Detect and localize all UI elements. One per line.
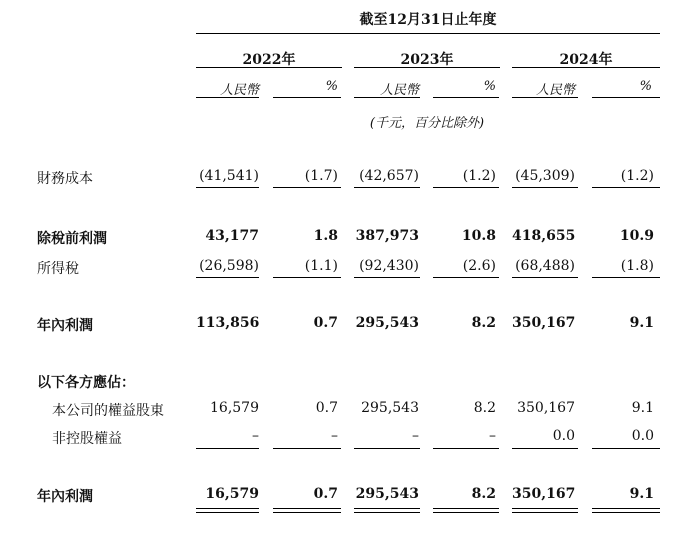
cell: (2.6): [462, 258, 496, 274]
period-header: 截至12月31日止年度: [359, 12, 497, 28]
cell: 350,167: [517, 400, 575, 416]
cell-underline: [196, 448, 259, 449]
cell-underline: [512, 448, 578, 449]
row-label-income-tax: 所得稅: [37, 261, 79, 277]
double-underline: [354, 508, 420, 513]
cell: (41,541): [199, 168, 259, 184]
cell: (1.2): [462, 168, 496, 184]
cell: 8.2: [473, 400, 496, 416]
cell: 295,543: [355, 315, 419, 331]
cell-underline: [354, 277, 420, 278]
cell-underline: [433, 187, 499, 188]
year-rule-2024: [512, 67, 660, 68]
unit-rule: [354, 97, 420, 98]
unit-rule: [196, 97, 259, 98]
cell: 43,177: [205, 228, 259, 244]
cell: 387,973: [355, 228, 419, 244]
currency-2023: 人民幣: [379, 83, 419, 98]
cell: 0.7: [313, 315, 338, 331]
unit-rule: [273, 97, 341, 98]
cell: 8.2: [471, 486, 496, 502]
unit-rule: [433, 97, 499, 98]
row-label-equity-shareholders: 本公司的權益股東: [52, 403, 164, 419]
row-label-finance-cost: 財務成本: [37, 171, 93, 187]
cell: (1.1): [304, 258, 338, 274]
cell: 0.7: [315, 400, 338, 416]
cell: 295,543: [361, 400, 419, 416]
cell: 16,579: [205, 486, 259, 502]
cell: 0.0: [552, 428, 575, 444]
year-2024: 2024年: [559, 52, 613, 68]
cell: 295,543: [355, 486, 419, 502]
cell: –: [489, 428, 496, 444]
currency-2022: 人民幣: [219, 83, 259, 98]
cell: 350,167: [512, 486, 576, 502]
cell: (1.8): [620, 258, 654, 274]
cell-underline: [196, 277, 259, 278]
currency-2024: 人民幣: [535, 83, 575, 98]
percent-2024: %: [639, 79, 652, 94]
double-underline: [512, 508, 578, 513]
cell: 0.0: [631, 428, 654, 444]
cell-underline: [512, 277, 578, 278]
cell: 350,167: [512, 315, 576, 331]
year-2023: 2023年: [400, 52, 454, 68]
cell: (1.7): [304, 168, 338, 184]
cell: (92,430): [359, 258, 419, 274]
double-underline: [196, 508, 259, 513]
cell: 1.8: [313, 228, 338, 244]
cell-underline: [196, 187, 259, 188]
cell-underline: [273, 187, 341, 188]
row-label-profit-before-tax: 除稅前利潤: [37, 231, 107, 247]
cell: 16,579: [210, 400, 259, 416]
double-underline: [592, 508, 660, 513]
row-label-profit-for-year: 年內利潤: [37, 318, 93, 334]
cell: 9.1: [631, 400, 654, 416]
cell: –: [412, 428, 419, 444]
cell-underline: [273, 277, 341, 278]
cell: –: [331, 428, 338, 444]
double-underline: [273, 508, 341, 513]
cell: 9.1: [629, 486, 654, 502]
cell: 8.2: [471, 315, 496, 331]
cell-underline: [592, 448, 660, 449]
unit-note: (千元，百分比除外): [369, 116, 485, 131]
row-label-attributable-to: 以下各方應佔：: [37, 375, 135, 391]
cell: (26,598): [199, 258, 259, 274]
double-underline: [433, 508, 499, 513]
cell: –: [252, 428, 259, 444]
cell: 10.8: [461, 228, 496, 244]
percent-2022: %: [325, 79, 338, 94]
cell: (42,657): [359, 168, 419, 184]
cell: 418,655: [512, 228, 576, 244]
cell: 10.9: [619, 228, 654, 244]
cell-underline: [354, 448, 420, 449]
cell: (68,488): [515, 258, 575, 274]
percent-2023: %: [483, 79, 496, 94]
cell: (1.2): [620, 168, 654, 184]
year-2022: 2022年: [242, 52, 296, 68]
cell-underline: [433, 277, 499, 278]
cell: (45,309): [515, 168, 575, 184]
row-label-profit-for-year-total: 年內利潤: [37, 489, 93, 505]
unit-rule: [512, 97, 578, 98]
row-label-non-controlling: 非控股權益: [52, 431, 122, 447]
period-rule: [196, 33, 660, 34]
cell-underline: [354, 187, 420, 188]
year-rule-2022: [196, 67, 342, 68]
cell-underline: [433, 448, 499, 449]
unit-rule: [592, 97, 660, 98]
cell-underline: [512, 187, 578, 188]
cell: 113,856: [196, 315, 260, 331]
year-rule-2023: [354, 67, 500, 68]
cell-underline: [592, 187, 660, 188]
cell: 0.7: [313, 486, 338, 502]
cell: 9.1: [629, 315, 654, 331]
cell-underline: [592, 277, 660, 278]
cell-underline: [273, 448, 341, 449]
